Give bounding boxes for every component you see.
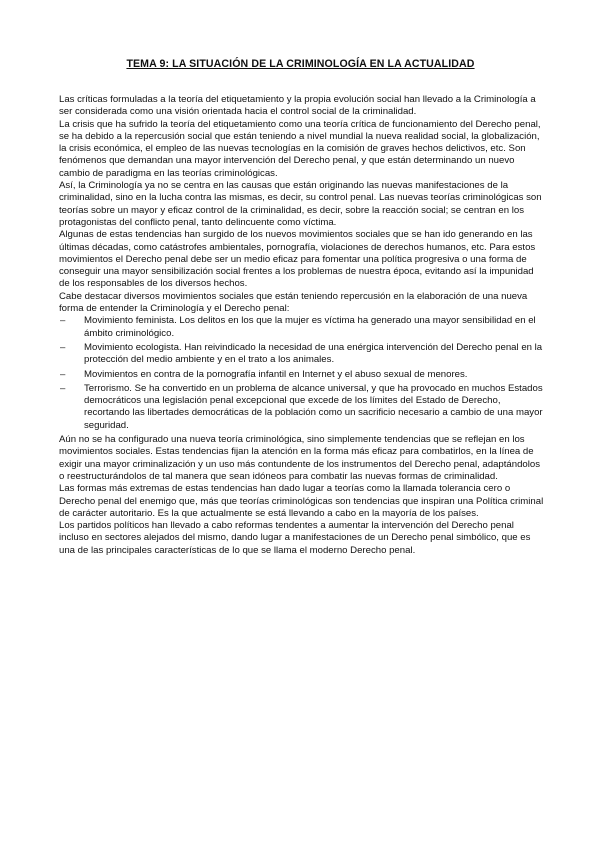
list-item-text: Movimiento feminista. Los delitos en los que la mujer es víctima ha generado una mayor sensibilidad en el ámbito criminológico. <box>84 315 536 339</box>
paragraph: Los partidos políticos han llevado a cabo reformas tendentes a aumentar la intervención del Derecho penal incluso en sectores alejados del mismo, dando lugar a manifestaciones de un Derecho penal simbólico, que es una de las principales características de lo que se llama el moderno Derecho penal. <box>59 520 531 556</box>
paragraph: Así, la Criminología ya no se centra en las causas que están originando las nuevas manifestaciones de la criminalidad, sino en la lucha contra las mismas, es decir, su control penal. Las nuevas teorías criminológicas son teorías sobre un mayor y eficaz control de la criminalidad, es decir, sobre la reacción social; se centran en los protagonistas del conflicto penal, tanto delincuente como víctima. <box>59 180 542 228</box>
list-item <box>59 315 545 340</box>
paragraph: Aún no se ha configurado una nueva teoría criminológica, sino simplemente tendencias que se reflejan en los movimientos sociales. Estas tendencias fijan la atención en la forma más eficaz para combatirlos, en la línea de exigir una mayor criminalización y un uso más contundente de los instrumentos del Derecho penal, adaptándolos o reestructurándolos de tal manera que sean idóneos para combatir las nuevas formas de criminalidad. <box>59 434 541 482</box>
list-item-text: Movimiento ecologista. Han reivindicado la necesidad de una enérgica intervención del Derecho penal en la protección del medio ambiente y en el trato a los animales. <box>84 341 543 366</box>
dash-bullet: – <box>60 382 66 394</box>
paragraph: Las formas más extremas de estas tendencias han dado lugar a teorías como la llamada tolerancia cero o Derecho penal del enemigo que, más que teorías criminológicas son tendencias que inspiran una Política criminal de carácter autoritario. Es la que actualmente se está llevando a cabo en la mayoría de los países. <box>59 483 544 519</box>
list-item <box>59 342 545 367</box>
list-item-text: Terrorismo. Se ha convertido en un problema de alcance universal, y que ha provocado en muchos Estados democráticos una legislación penal excepcional que excede de los límites del Estado de Derecho, recortando las libertades democráticas de la población como un sacrificio necesario a cambio de una mayor seguridad. <box>84 382 543 431</box>
paragraph: Cabe destacar diversos movimientos sociales que están teniendo repercusión en la elaboración de una nueva forma de entender la Criminología y el Derecho penal: <box>59 290 528 315</box>
paragraph: Las críticas formuladas a la teoría del etiquetamiento y la propia evolución social han llevado a la Criminología a ser considerada como una visión orientada hacia el control social de la criminalidad. <box>59 94 536 118</box>
paragraph: Algunas de estas tendencias han surgido de los nuevos movimientos sociales que se han ido generando en las últimas décadas, como catástrofes ambientales, pornografía, violaciones de derechos humanos, etc. Para estos movimientos el Derecho penal debe ser un medio eficaz para fomentar una política progresiva o una forma de conseguir una mayor sensibilización social frentes a los problemas de nuestra época, evitando así la impunidad de los responsables de los diversos hechos. <box>59 229 536 290</box>
paragraph: La crisis que ha sufrido la teoría del etiquetamiento como una teoría crítica de funcionamiento del Derecho penal, se ha debido a la repercusión social que están teniendo a nivel mundial la nueva realidad social, la globalización, la crisis económica, el empleo de las nuevas tecnologías en la comisión de graves hechos delictivos, etc. Son fenómenos que demandan una mayor intervención del Derecho penal, y que están determinando un nuevo cambio de paradigma en las teorías criminológicas. <box>59 118 541 179</box>
list-item <box>59 383 545 432</box>
movements-list <box>59 315 545 432</box>
dash-bullet: – <box>60 368 66 380</box>
dash-bullet: – <box>60 341 66 353</box>
document-body <box>59 94 545 557</box>
list-item-text: Movimientos en contra de la pornografía infantil en Internet y el abuso sexual de menores. <box>84 368 468 380</box>
dash-bullet: – <box>60 315 66 327</box>
list-item <box>59 369 545 381</box>
page-title: TEMA 9: LA SITUACIÓN DE LA CRIMINOLOGÍA EN LA ACTUALIDAD <box>126 58 475 70</box>
